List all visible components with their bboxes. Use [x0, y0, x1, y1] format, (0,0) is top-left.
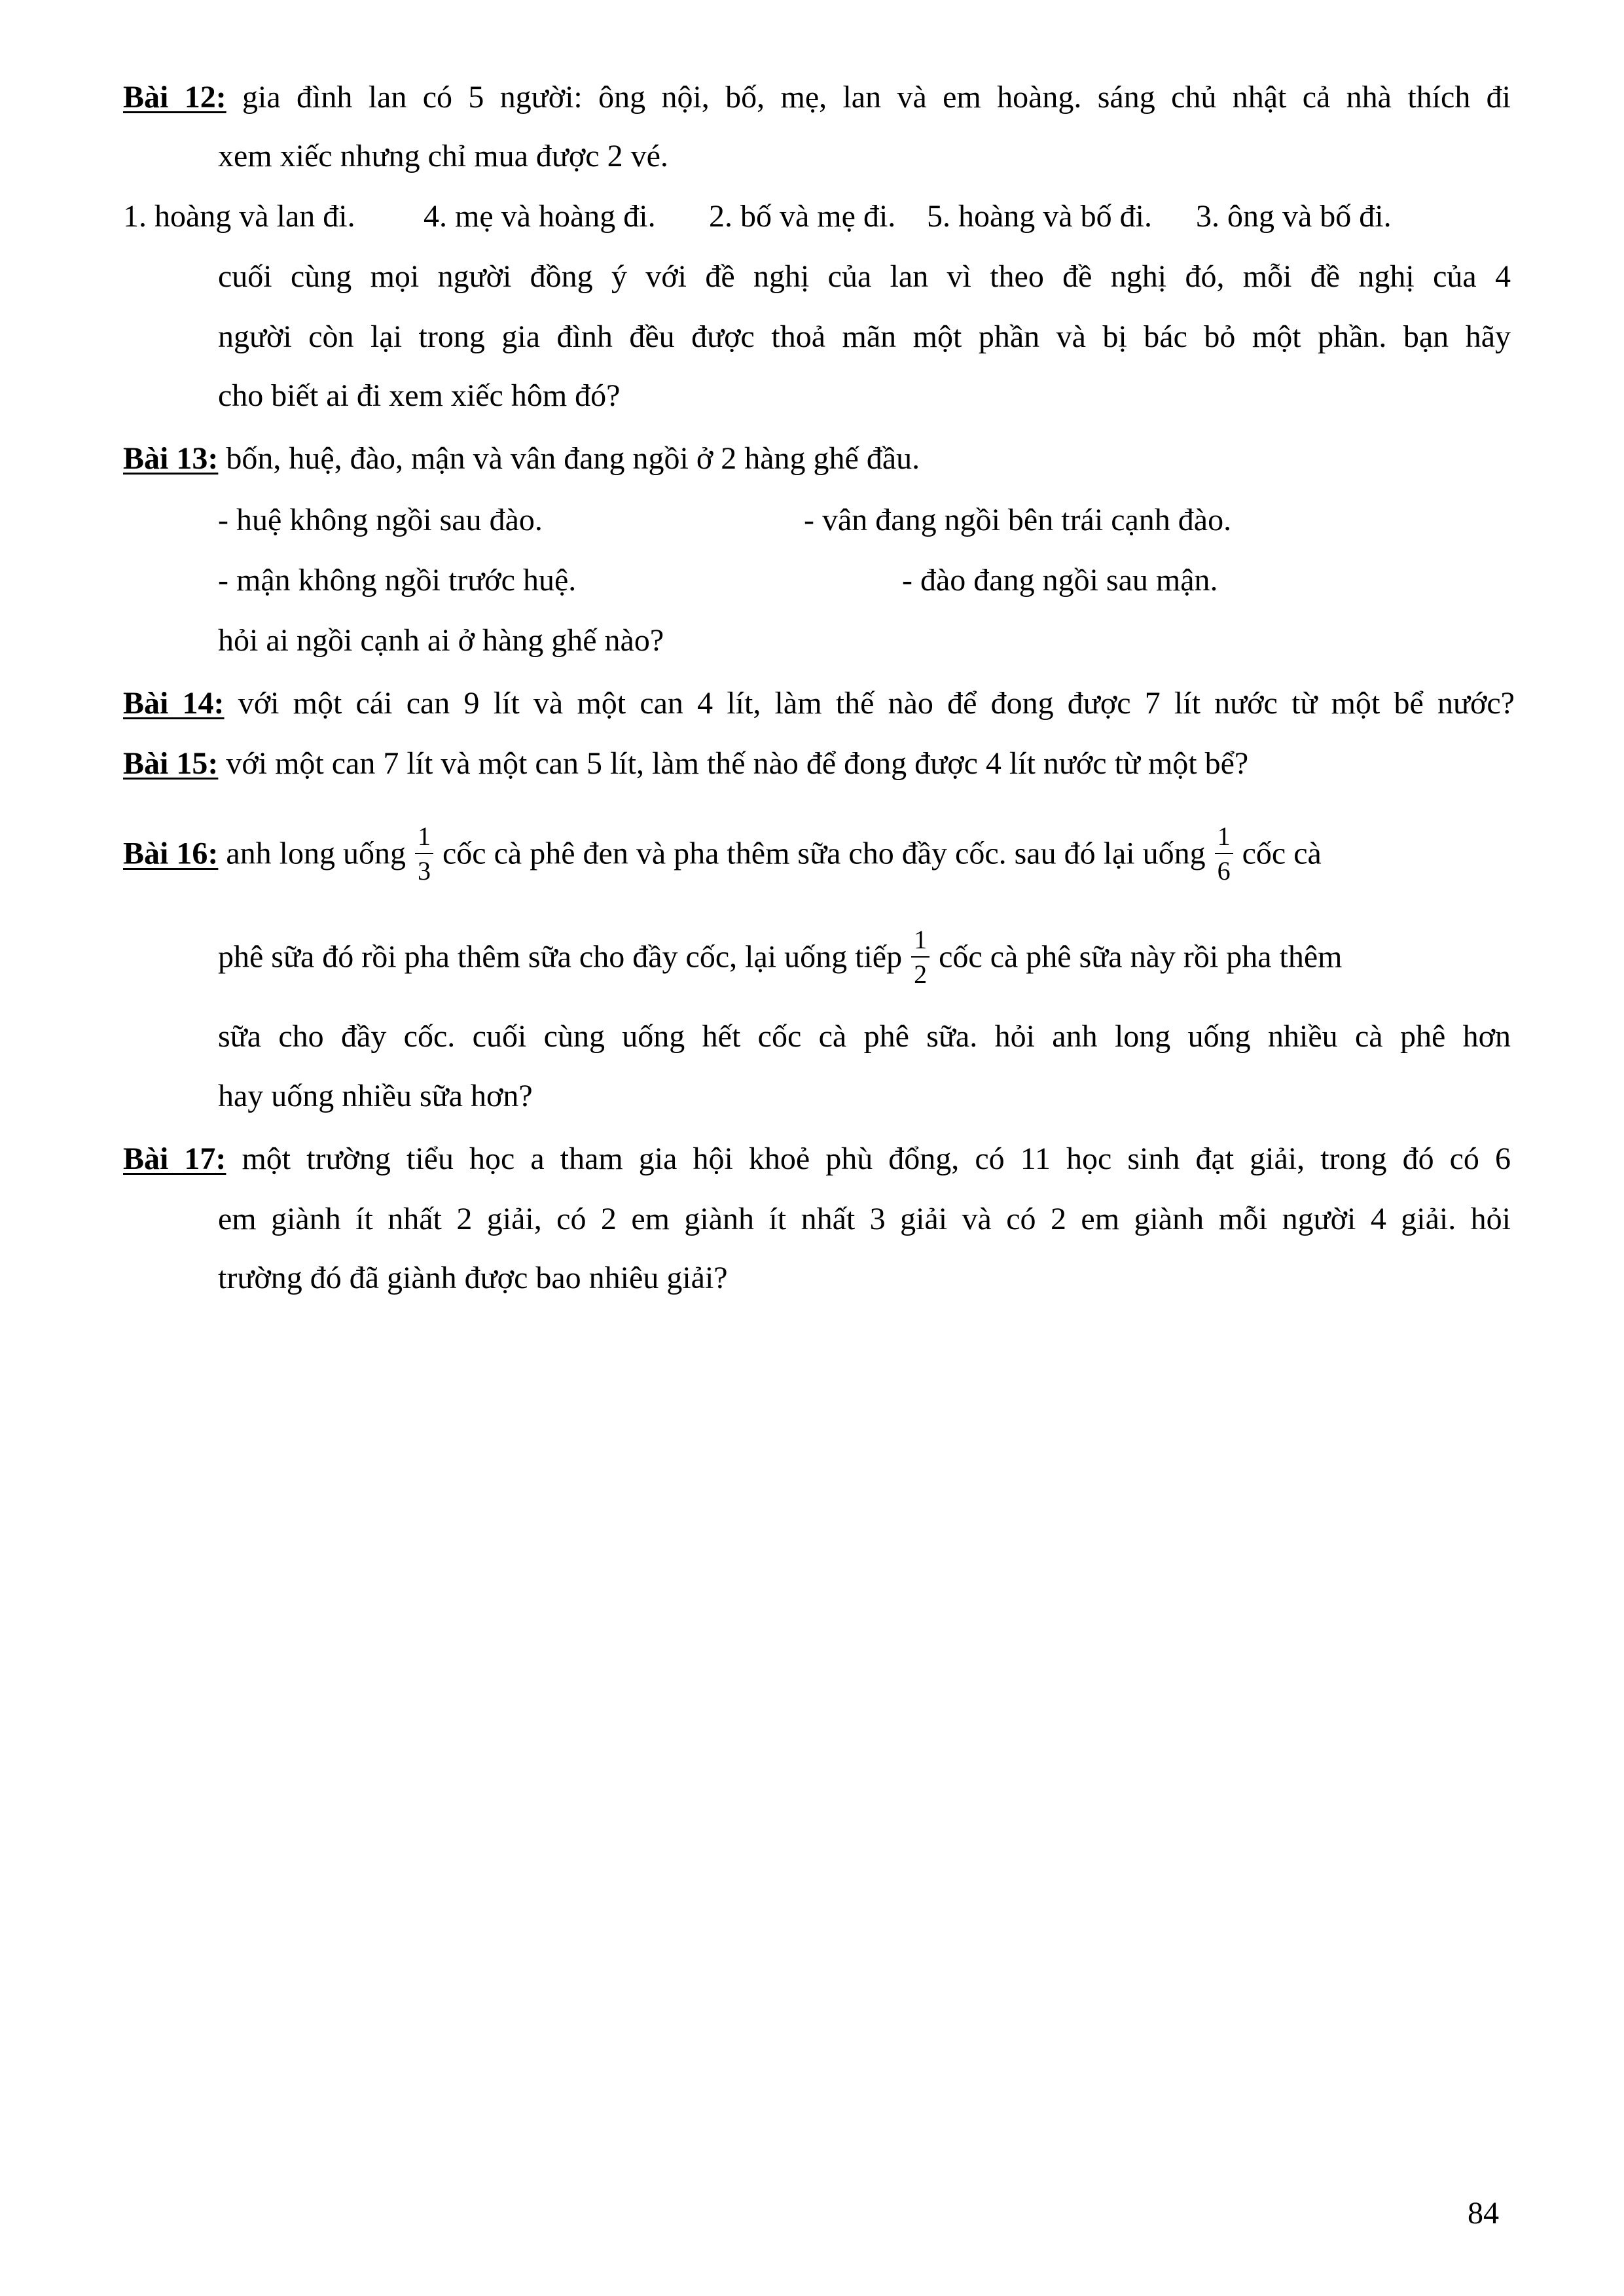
b16-line-4: hay uống nhiều sữa hơn? — [218, 1079, 533, 1113]
b17-label: Bài 17: — [123, 1141, 226, 1176]
b13-label: Bài 13: — [123, 441, 219, 476]
b12-line-5: cho biết ai đi xem xiếc hôm đó? — [218, 378, 621, 413]
b12-option-1: 1. hoàng và lan đi. — [123, 199, 355, 234]
b12-option-4: 4. mẹ và hoàng đi. — [424, 199, 656, 234]
b16-line-3: sữa cho đầy cốc. cuối cùng uống hết cốc cà phê sữa. hỏi anh long uống nhiều cà phê hơn — [218, 1019, 1511, 1054]
fraction-one-third — [415, 823, 433, 884]
b14-line-1 — [123, 688, 1515, 719]
b12-option-5: 5. hoàng và bố đi. — [927, 199, 1152, 234]
b16-text-1c: cốc cà — [1242, 836, 1322, 871]
b17-text-1: một trường tiểu học a tham gia hội khoẻ phù đổng, có 11 học sinh đạt giải, trong đó có 6 — [226, 1141, 1511, 1176]
b12-text-1: gia đình lan có 5 người: ông nội, bố, mẹ, lan và em hoàng. sáng chủ nhật cả nhà thích đi — [226, 80, 1511, 115]
fraction-one-half — [911, 927, 929, 988]
b14-text-1: với một cái can 9 lít và một can 4 lít, làm thế nào để đong được 7 lít nước từ một bể nước? — [224, 686, 1515, 721]
b15-line-1 — [123, 748, 1248, 780]
b15-text-1: với một can 7 lít và một can 5 lít, làm thế nào để đong được 4 lít nước từ một bể? — [218, 746, 1249, 781]
b12-line-4: người còn lại trong gia đình đều được thoả mãn một phần và bị bác bỏ một phần. bạn hãy — [218, 319, 1511, 354]
b13-clue-3: - mận không ngồi trước huệ. — [218, 563, 577, 598]
b16-label: Bài 16: — [123, 836, 219, 871]
fraction-1-numerator: 1 — [415, 823, 433, 854]
fraction-1-denominator: 3 — [417, 856, 431, 886]
b16-text-2b: cốc cà phê sữa này rồi pha thêm — [939, 939, 1343, 975]
b13-clue-4: - đào đang ngồi sau mận. — [902, 563, 1218, 598]
page-number: 84 — [1468, 2196, 1499, 2231]
b12-label: Bài 12: — [123, 80, 226, 115]
fraction-2-denominator: 6 — [1217, 856, 1231, 886]
b16-text-2a: phê sữa đó rồi pha thêm sữa cho đầy cốc, lại uống tiếp — [218, 939, 903, 975]
b15-label: Bài 15: — [123, 746, 219, 781]
b14-label: Bài 14: — [123, 686, 225, 721]
b13-text-1: bốn, huệ, đào, mận và vân đang ngồi ở 2 hàng ghế đầu. — [218, 441, 920, 476]
b13-clue-2: - vân đang ngồi bên trái cạnh đào. — [804, 503, 1232, 537]
b16-line-1 — [123, 821, 1322, 887]
b12-option-3: 3. ông và bố đi. — [1196, 199, 1392, 234]
b13-line-1 — [123, 443, 920, 475]
b17-line-1 — [123, 1143, 1511, 1175]
b12-option-2: 2. bố và mẹ đi. — [709, 199, 896, 234]
b12-line-3: cuối cùng mọi người đồng ý với đề nghị của lan vì theo đề nghị đó, mỗi đề nghị của 4 — [218, 259, 1511, 294]
b16-text-1a: anh long uống — [218, 836, 406, 871]
fraction-3-denominator: 2 — [914, 960, 928, 989]
fraction-2-numerator: 1 — [1215, 823, 1233, 854]
b13-clue-1: - huệ không ngồi sau đào. — [218, 503, 543, 537]
b17-line-2: em giành ít nhất 2 giải, có 2 em giành ít nhất 3 giải và có 2 em giành mỗi người 4 giải. hỏi — [218, 1202, 1511, 1236]
fraction-3-numerator: 1 — [911, 927, 929, 958]
b17-line-3: trường đó đã giành được bao nhiêu giải? — [218, 1261, 728, 1295]
b16-line-2 — [218, 925, 1343, 990]
fraction-one-sixth — [1215, 823, 1233, 884]
b16-text-1b: cốc cà phê đen và pha thêm sữa cho đầy cốc. sau đó lại uống — [442, 836, 1206, 871]
b12-line-1 — [123, 82, 1511, 113]
b13-question: hỏi ai ngồi cạnh ai ở hàng ghế nào? — [218, 623, 664, 658]
b12-line-2: xem xiếc nhưng chỉ mua được 2 vé. — [218, 139, 668, 173]
